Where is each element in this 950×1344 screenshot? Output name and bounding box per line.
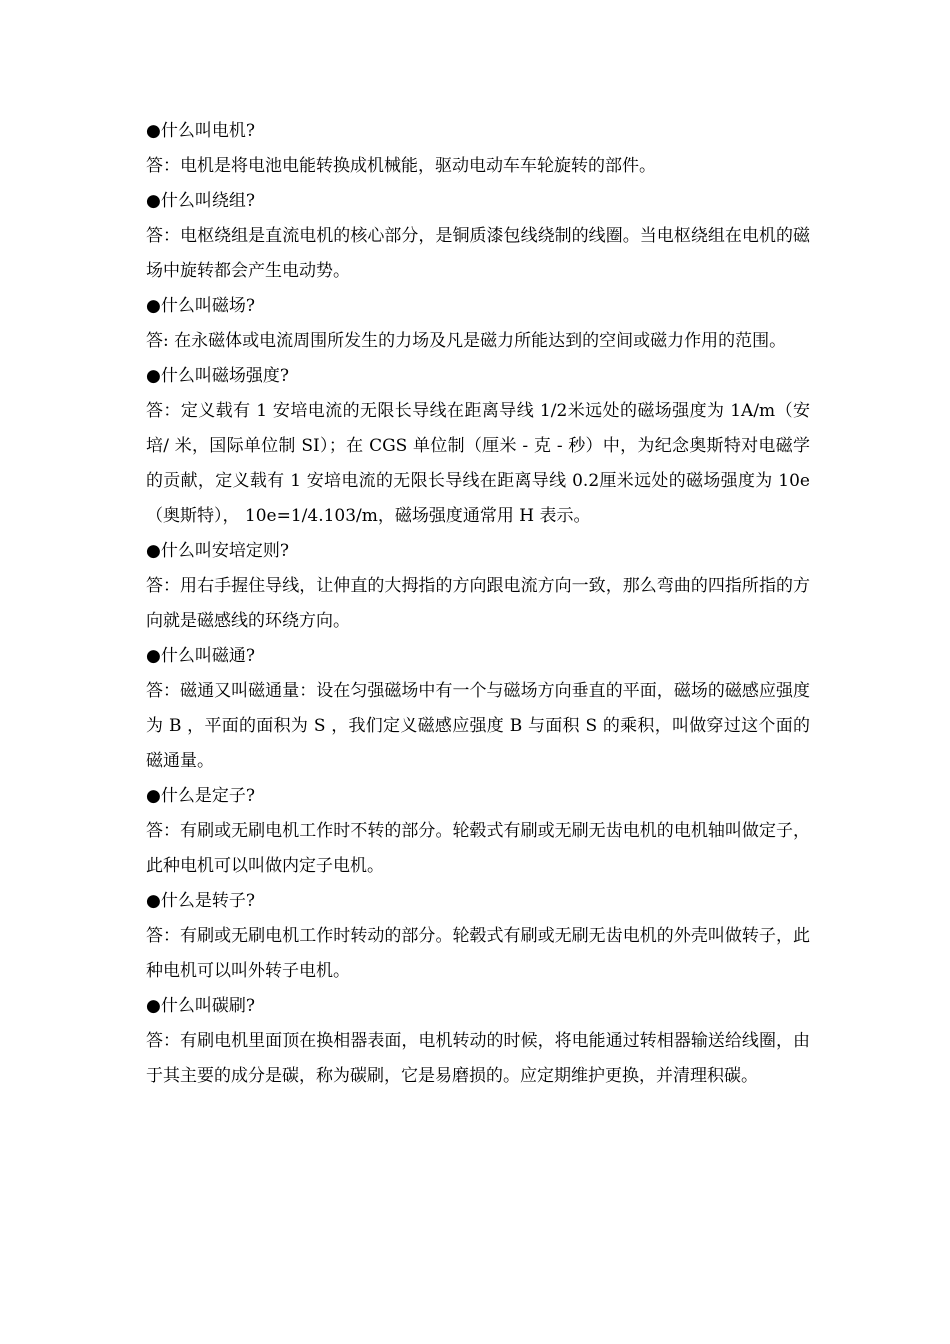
answer-3: 答: 在永磁体或电流周围所发生的力场及凡是磁力所能达到的空间或磁力作用的范围。 xyxy=(146,331,787,351)
answer-1: 答：电机是将电池电能转换成机械能，驱动电动车车轮旋转的部件。 xyxy=(146,156,656,176)
question-3: ●什么叫磁场? xyxy=(146,296,255,316)
question-1: ●什么叫电机? xyxy=(146,121,255,141)
answer-7: 答：有刷或无刷电机工作时不转的部分。轮毂式有刷或无刷无齿电机的电机轴叫做定子，此种电机可以叫做内定子电机。 xyxy=(146,821,810,876)
answer-4: 答：定义载有 1 安培电流的无限长导线在距离导线 1/2米远处的磁场强度为 1A/m（安培/ 米，国际单位制 SI）；在 CGS 单位制（厘米 - 克 - 秒）中，为纪念奥斯特对电磁学的贡献，定义载有 1 安培电流的无限长导线在距离导线 0.2厘米远处的磁场强度为 10e （奥斯特）， 10e=1/4.103/m，磁场强度通常用 H 表示。 xyxy=(146,401,810,526)
question-7: ●什么是定子? xyxy=(146,786,255,806)
answer-5: 答：用右手握住导线，让伸直的大拇指的方向跟电流方向一致，那么弯曲的四指所指的方向就是磁感线的环绕方向。 xyxy=(146,576,810,631)
answer-6: 答：磁通又叫磁通量：设在匀强磁场中有一个与磁场方向垂直的平面，磁场的磁感应强度为 B ，平面的面积为 S ，我们定义磁感应强度 B 与面积 S 的乘积，叫做穿过这个面的磁通量。 xyxy=(146,681,810,771)
question-5: ●什么叫安培定则? xyxy=(146,541,289,561)
document-body xyxy=(146,114,810,1094)
answer-2: 答：电枢绕组是直流电机的核心部分，是铜质漆包线绕制的线圈。当电枢绕组在电机的磁场中旋转都会产生电动势。 xyxy=(146,226,810,281)
question-4: ●什么叫磁场强度? xyxy=(146,366,289,386)
question-9: ●什么叫碳刷? xyxy=(146,996,255,1016)
question-8: ●什么是转子? xyxy=(146,891,255,911)
answer-9: 答：有刷电机里面顶在换相器表面，电机转动的时候，将电能通过转相器输送给线圈，由于其主要的成分是碳，称为碳刷，它是易磨损的。应定期维护更换，并清理积碳。 xyxy=(146,1031,810,1086)
question-2: ●什么叫绕组? xyxy=(146,191,255,211)
answer-8: 答：有刷或无刷电机工作时转动的部分。轮毂式有刷或无刷无齿电机的外壳叫做转子，此种电机可以叫外转子电机。 xyxy=(146,926,810,981)
question-6: ●什么叫磁通? xyxy=(146,646,255,666)
